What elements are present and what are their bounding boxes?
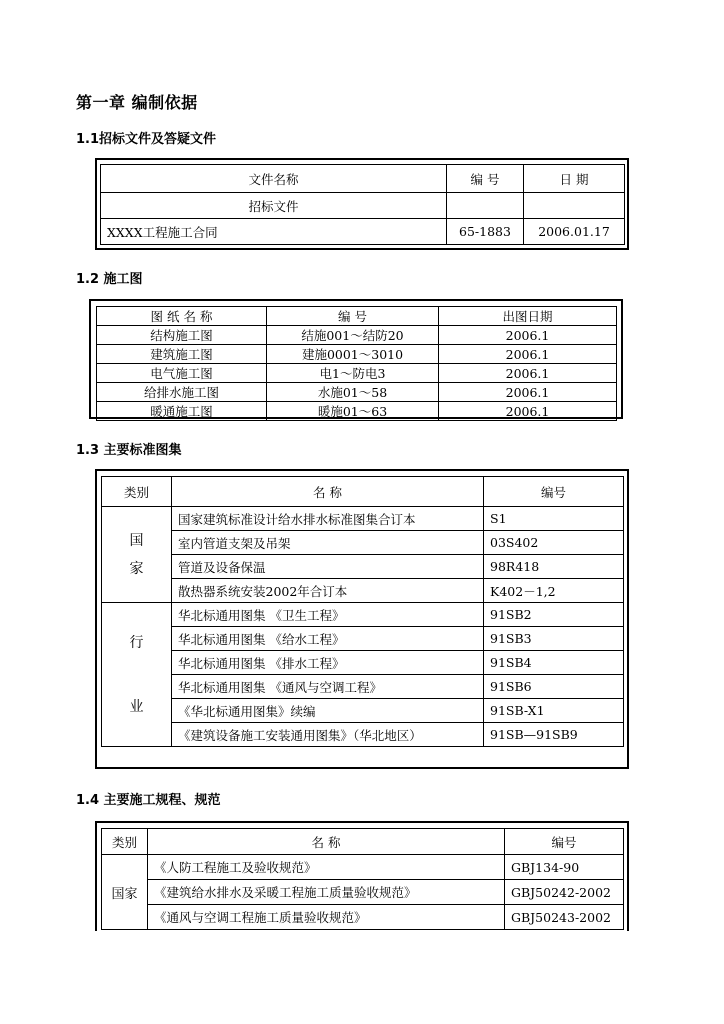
table-cell: 华北标通用图集 《通风与空调工程》 [172, 675, 484, 699]
table-header-row [102, 829, 624, 855]
category-char: 国 [129, 532, 144, 549]
table-cell: 《建筑给水排水及采暖工程施工质量验收规范》 [148, 880, 505, 905]
category-char: 业 [129, 698, 144, 715]
table-standard-atlases [101, 476, 624, 747]
table-cell: 建施0001～3010 [267, 345, 439, 364]
table-cell: XXXX工程施工合同 [101, 219, 447, 245]
table-row [97, 326, 617, 345]
table-cell: 管道及设备保温 [172, 555, 484, 579]
table-cell: GBJ50243-2002 [505, 905, 624, 930]
header-cell: 文件名称 [101, 165, 447, 193]
table-cell: 建筑施工图 [97, 345, 267, 364]
header-cell: 类别 [102, 829, 148, 855]
table-cell: 结构施工图 [97, 326, 267, 345]
table-cell: 华北标通用图集 《卫生工程》 [172, 603, 484, 627]
table-cell: GBJ50242-2002 [505, 880, 624, 905]
table-cell: 室内管道支架及吊架 [172, 531, 484, 555]
table-row [97, 383, 617, 402]
table-cell: 2006.1 [439, 326, 617, 345]
table-row [102, 855, 624, 880]
table-cell: 国家建筑标准设计给水排水标准图集合订本 [172, 507, 484, 531]
table-row [97, 345, 617, 364]
chapter-title: 第一章 编制依据 [76, 93, 198, 112]
table-row [102, 905, 624, 930]
table-cell: 91SB2 [484, 603, 624, 627]
table-cell [447, 193, 524, 219]
category-cell-industry [102, 603, 172, 747]
table-row [102, 507, 624, 531]
category-char: 行 [129, 634, 144, 651]
table-cell: K402－1,2 [484, 579, 624, 603]
table-cell: 2006.1 [439, 364, 617, 383]
table-cell: 《人防工程施工及验收规范》 [148, 855, 505, 880]
header-cell: 编 号 [447, 165, 524, 193]
category-char: 家 [129, 560, 144, 577]
table-cell: 91SB-X1 [484, 699, 624, 723]
table-row [102, 723, 624, 747]
table-cell: 结施001～结防20 [267, 326, 439, 345]
header-cell: 日 期 [524, 165, 625, 193]
table-cell: 给排水施工图 [97, 383, 267, 402]
table-cell: 91SB6 [484, 675, 624, 699]
table-cell: 电气施工图 [97, 364, 267, 383]
header-cell: 编号 [505, 829, 624, 855]
table-cell: 招标文件 [101, 193, 447, 219]
table-header-row [97, 307, 617, 326]
table-cell: 2006.1 [439, 345, 617, 364]
table-row [102, 699, 624, 723]
table-row [101, 193, 625, 219]
table-cell: 2006.01.17 [524, 219, 625, 245]
table-row [102, 651, 624, 675]
table-cell: 03S402 [484, 531, 624, 555]
header-cell: 名 称 [148, 829, 505, 855]
table-cell: 暖施01～63 [267, 402, 439, 421]
table-cell: 电1～防电3 [267, 364, 439, 383]
table-row [102, 579, 624, 603]
table-cell: 2006.1 [439, 402, 617, 421]
header-cell: 编号 [484, 477, 624, 507]
section-heading-1-1: 1.1招标文件及答疑文件 [76, 132, 217, 147]
table-cell: S1 [484, 507, 624, 531]
table-row [102, 531, 624, 555]
table-cell: 91SB4 [484, 651, 624, 675]
table-cell: 2006.1 [439, 383, 617, 402]
category-cell-national: 国家 [102, 855, 148, 930]
table-row [102, 603, 624, 627]
table-row [102, 880, 624, 905]
table-cell [524, 193, 625, 219]
table-cell: 水施01～58 [267, 383, 439, 402]
section-heading-1-2: 1.2 施工图 [76, 272, 143, 287]
table-regulations [101, 828, 624, 930]
table-cell: 98R418 [484, 555, 624, 579]
header-cell: 出图日期 [439, 307, 617, 326]
table-row [102, 555, 624, 579]
table-cell: 91SB3 [484, 627, 624, 651]
table-row [97, 364, 617, 383]
header-cell: 类别 [102, 477, 172, 507]
table-row [102, 627, 624, 651]
section-heading-1-3: 1.3 主要标准图集 [76, 443, 182, 458]
table-cell: 《建筑设备施工安装通用图集》（华北地区） [172, 723, 484, 747]
table-cell: 暖通施工图 [97, 402, 267, 421]
section-heading-1-4: 1.4 主要施工规程、规范 [76, 793, 221, 808]
header-cell: 名 称 [172, 477, 484, 507]
header-cell: 图 纸 名 称 [97, 307, 267, 326]
table-bid-documents [100, 164, 625, 245]
table-header-row [102, 477, 624, 507]
header-cell: 编 号 [267, 307, 439, 326]
table-cell: 华北标通用图集 《排水工程》 [172, 651, 484, 675]
table-cell: 《通风与空调工程施工质量验收规范》 [148, 905, 505, 930]
table-row [102, 675, 624, 699]
table-cell: 91SB—91SB9 [484, 723, 624, 747]
table-cell: GBJ134-90 [505, 855, 624, 880]
table-drawings [96, 306, 617, 421]
table-cell: 散热器系统安装2002年合订本 [172, 579, 484, 603]
category-cell-national [102, 507, 172, 603]
table-header-row [101, 165, 625, 193]
table-cell: 65-1883 [447, 219, 524, 245]
table-cell: 华北标通用图集 《给水工程》 [172, 627, 484, 651]
table-row [97, 402, 617, 421]
table-cell: 《华北标通用图集》续编 [172, 699, 484, 723]
table-row [101, 219, 625, 245]
